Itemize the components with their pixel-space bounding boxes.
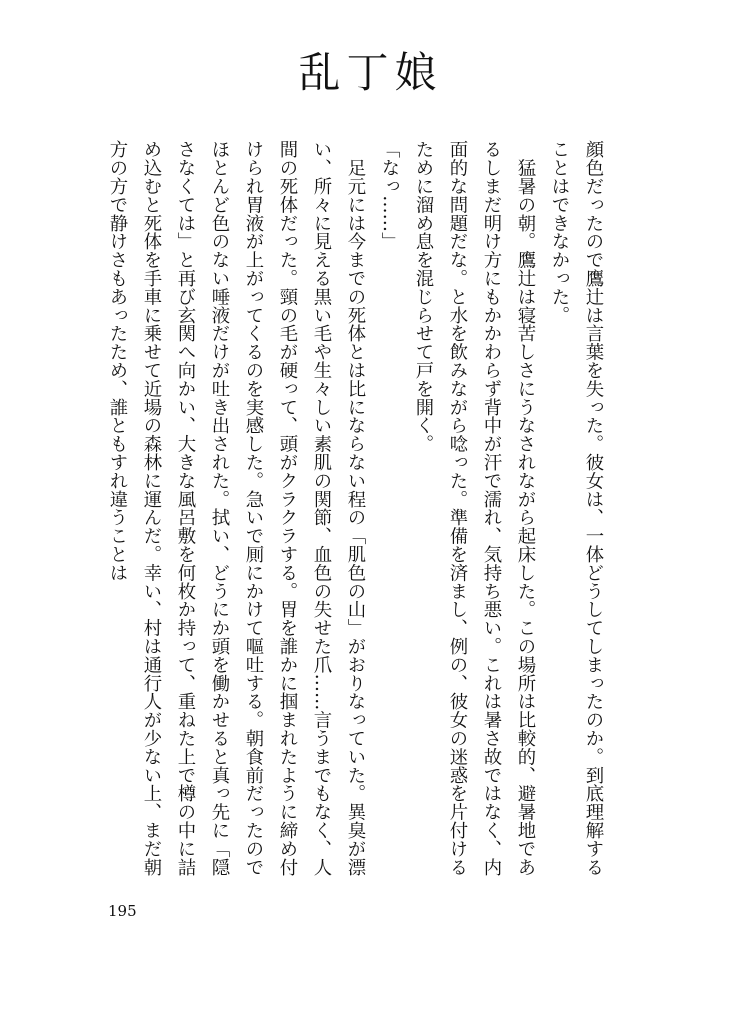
body-text (100, 140, 610, 880)
paragraph: 足元には今までの死体とは比にならない程の「肌色の山」がおりなっていた。異臭が漂い、所々に見える黒い毛や生々しい素肌の関節、血色の失せた爪……言うまでもなく、人間の死体だった。頸の毛が硬って、頭がクラクラする。胃を誰かに掴まれたように締め付けられ胃液が上がってくるのを実感した。急いで厠にかけて嘔吐する。朝食前だったのでほとんど色のない唾液だけが吐き出された。拭い、どうにか頭を働かせると真っ先に「隠さなくては」と再び玄関へ向かい、大きな風呂敷を何枚か持って、重ねた上で樽の中に詰め込むと死体を手車に乗せて近場の森林に運んだ。幸い、村は通行人が少ない上、まだ朝方の方で静けさもあったため、誰ともすれ違うことは (107, 140, 366, 876)
page-title: 乱丁娘 (298, 48, 443, 97)
paragraph: 猛暑の朝。鷹辻は寝苦しさにうなされながら起床した。この場所は比較的、避暑地であるしまだ明け方にもかかわらず背中が汗で濡れ、気持ち悪い。これは暑さ故ではなく、内面的な問題だな。と水を飲みながら唸った。準備を済まし、例の、彼女の迷惑を片付けるために溜め息を混じらせて戸を開く。 (413, 140, 536, 876)
paragraph: 「なっ……」 (379, 140, 400, 251)
page-number: 195 (108, 902, 137, 920)
paragraph: 顔色だったので鷹辻は言葉を失った。彼女は、一体どうしてしまったのか。到底理解することはできなかった。 (549, 140, 604, 876)
